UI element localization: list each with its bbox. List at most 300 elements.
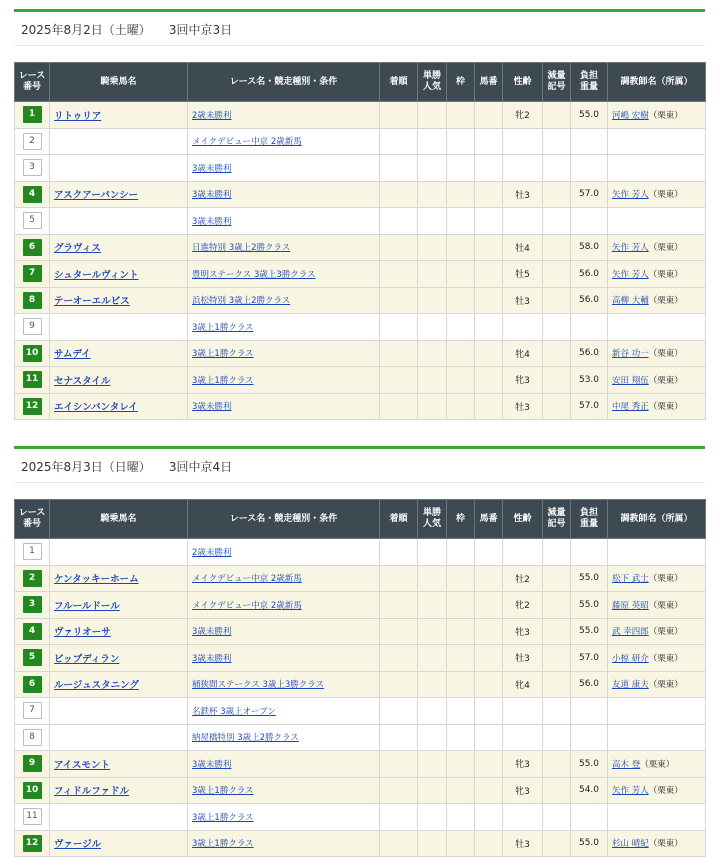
race-cell (188, 181, 380, 208)
race-cell (188, 830, 380, 857)
umaban-cell (475, 777, 503, 804)
trainer-link[interactable]: 友道 康夫 (612, 680, 649, 691)
weight-mark-cell (543, 777, 571, 804)
race-number-cell (15, 671, 50, 698)
table-row (15, 393, 706, 420)
popularity-cell (418, 645, 447, 672)
trainer-cell (608, 181, 706, 208)
popularity-cell (418, 592, 447, 619)
race-number-cell (15, 287, 50, 314)
waku-cell (447, 314, 475, 341)
race-number-badge: 2 (23, 133, 42, 150)
race-number-badge: 3 (23, 596, 42, 613)
trainer-affiliation: （栗東） (648, 269, 683, 280)
sexage-cell (503, 128, 543, 155)
trainer-header: 調教師名（所属） (608, 63, 706, 102)
race-cell (188, 367, 380, 394)
table-row (15, 367, 706, 394)
load-cell: 55.0 (571, 592, 608, 619)
race-link[interactable]: 納屋橋特別 3歳上2勝クラス (192, 733, 299, 744)
trainer-affiliation: （栗東） (648, 349, 683, 360)
horse-cell (50, 671, 188, 698)
horse-cell (50, 393, 188, 420)
horse-cell (50, 367, 188, 394)
race-link[interactable]: 3歳未勝利 (192, 627, 232, 638)
trainer-affiliation: （栗東） (648, 600, 683, 611)
race-number-cell (15, 724, 50, 751)
load-cell (571, 314, 608, 341)
finish-cell (380, 261, 418, 288)
trainer-link[interactable]: 矢作 芳人 (612, 190, 649, 201)
finish-cell (380, 539, 418, 566)
race-number-badge: 10 (23, 345, 42, 362)
table-row (15, 340, 706, 367)
race-number-cell (15, 751, 50, 778)
race-link[interactable]: メイクデビュー中京 2歳新馬 (192, 137, 302, 148)
finish-cell (380, 181, 418, 208)
horse-link[interactable]: ケンタッキーホーム (54, 574, 139, 586)
horse-link[interactable]: フィドルファドル (54, 786, 130, 798)
race-number-badge: 3 (23, 159, 42, 176)
race-number-cell (15, 777, 50, 804)
weight-mark-cell (543, 804, 571, 831)
trainer-link[interactable]: 矢作 芳人 (612, 786, 649, 797)
finish-cell (380, 671, 418, 698)
trainer-link[interactable]: 矢作 芳人 (612, 243, 649, 254)
waku-cell (447, 830, 475, 857)
umaban-cell (475, 155, 503, 182)
waku-cell (447, 367, 475, 394)
trainer-link[interactable]: 高木 登 (612, 759, 641, 770)
race-cell (188, 208, 380, 235)
sexage-cell: 牡3 (503, 645, 543, 672)
trainer-cell (608, 102, 706, 129)
race-number-cell (15, 181, 50, 208)
horse-cell (50, 830, 188, 857)
finish-cell (380, 698, 418, 725)
table-row (15, 181, 706, 208)
trainer-cell (608, 234, 706, 261)
finish-cell (380, 128, 418, 155)
finish-cell (380, 565, 418, 592)
trainer-cell (608, 565, 706, 592)
popularity-cell (418, 539, 447, 566)
load-cell: 57.0 (571, 181, 608, 208)
race-link[interactable]: 日進特別 3歳上2勝クラス (192, 243, 291, 254)
race-number-badge: 1 (23, 106, 42, 123)
umaban-cell (475, 314, 503, 341)
trainer-link[interactable]: 武 幸四郎 (612, 627, 649, 638)
waku-cell (447, 181, 475, 208)
weight-mark-cell (543, 671, 571, 698)
trainer-link[interactable]: 杉山 晴紀 (612, 839, 649, 850)
horse-cell (50, 128, 188, 155)
popularity-cell (418, 367, 447, 394)
sexage-cell: 牡3 (503, 287, 543, 314)
popularity-cell (418, 751, 447, 778)
race-link[interactable]: 3歳上1勝クラス (192, 786, 254, 797)
trainer-cell (608, 592, 706, 619)
load-cell: 57.0 (571, 645, 608, 672)
race-number-badge: 9 (23, 755, 42, 772)
trainer-affiliation: （栗東） (648, 402, 683, 413)
load-cell (571, 155, 608, 182)
race-link[interactable]: 3歳上1勝クラス (192, 375, 254, 386)
race-cell (188, 128, 380, 155)
race-link[interactable]: 3歳上1勝クラス (192, 839, 254, 850)
waku-cell (447, 565, 475, 592)
race-number-cell (15, 830, 50, 857)
umaban-cell (475, 645, 503, 672)
sexage-cell (503, 724, 543, 751)
finish-cell (380, 592, 418, 619)
trainer-link[interactable]: 河嶋 宏樹 (612, 110, 649, 121)
race-link[interactable]: 3歳未勝利 (192, 653, 232, 664)
horse-link[interactable]: サムデイ (54, 349, 91, 361)
race-link[interactable]: 3歳未勝利 (192, 190, 232, 201)
sexage-cell (503, 155, 543, 182)
load-cell: 55.0 (571, 751, 608, 778)
race-cell (188, 287, 380, 314)
race-number-badge: 12 (23, 398, 42, 415)
race-link[interactable]: メイクデビュー中京 2歳新馬 (192, 574, 302, 585)
trainer-cell (608, 751, 706, 778)
table-row (15, 155, 706, 182)
race-number-cell (15, 698, 50, 725)
umaban-cell (475, 830, 503, 857)
trainer-affiliation: （栗東） (648, 574, 683, 585)
race-number-badge: 1 (23, 543, 42, 560)
table-row (15, 565, 706, 592)
load-cell: 53.0 (571, 367, 608, 394)
waku-cell (447, 804, 475, 831)
race-number-badge: 4 (23, 186, 42, 203)
table-row (15, 261, 706, 288)
finish-cell (380, 287, 418, 314)
race-link[interactable]: 3歳未勝利 (192, 402, 232, 413)
weight-mark-header: 減量 記号 (543, 63, 571, 102)
weight-mark-cell (543, 751, 571, 778)
trainer-link[interactable]: 高柳 大輔 (612, 296, 649, 307)
horse-link[interactable]: ヴァージル (54, 839, 101, 851)
horse-link[interactable]: アスクアーバンシー (54, 190, 139, 202)
race-link[interactable]: 名鉄杯 3歳上オープン (192, 706, 276, 717)
waku-cell (447, 618, 475, 645)
waku-cell (447, 751, 475, 778)
horse-link[interactable]: エイシンバンタレイ (54, 402, 138, 414)
weight-mark-cell (543, 287, 571, 314)
trainer-cell (608, 128, 706, 155)
load-cell (571, 804, 608, 831)
trainer-link[interactable]: 中尾 秀正 (612, 402, 649, 413)
trainer-link[interactable]: 矢作 芳人 (612, 269, 649, 280)
trainer-cell (608, 539, 706, 566)
race-number-cell (15, 367, 50, 394)
popularity-cell (418, 234, 447, 261)
race-cell (188, 698, 380, 725)
sexage-cell: 牝4 (503, 671, 543, 698)
popularity-cell (418, 102, 447, 129)
finish-cell (380, 645, 418, 672)
waku-cell (447, 340, 475, 367)
trainer-affiliation: （栗東） (648, 653, 683, 664)
load-cell (571, 539, 608, 566)
weight-mark-cell (543, 698, 571, 725)
horse-cell (50, 777, 188, 804)
race-cell (188, 804, 380, 831)
race-link[interactable]: 豊明ステークス 3歳上3勝クラス (192, 269, 316, 280)
horse-cell (50, 592, 188, 619)
load-cell (571, 724, 608, 751)
day-section-2 (14, 446, 705, 857)
umaban-cell (475, 340, 503, 367)
race-number-badge: 10 (23, 782, 42, 799)
race-cell (188, 314, 380, 341)
horse-link[interactable]: シュタールヴィント (54, 269, 139, 281)
race-cell (188, 155, 380, 182)
finish-cell (380, 102, 418, 129)
race-cell (188, 261, 380, 288)
race-link[interactable]: 3歳上1勝クラス (192, 349, 254, 360)
load-cell: 56.0 (571, 671, 608, 698)
horse-link[interactable]: アイスモント (54, 759, 111, 771)
race-link[interactable]: 3歳未勝利 (192, 759, 232, 770)
waku-cell (447, 698, 475, 725)
popularity-cell (418, 724, 447, 751)
race-link[interactable]: メイクデビュー中京 2歳新馬 (192, 600, 302, 611)
load-header: 負担 重量 (571, 63, 608, 102)
ride-table (14, 62, 706, 420)
popularity-cell (418, 208, 447, 235)
umaban-cell (475, 804, 503, 831)
trainer-cell (608, 698, 706, 725)
load-cell (571, 128, 608, 155)
race-number-badge: 11 (23, 808, 42, 825)
trainer-header: 調教師名（所属） (608, 500, 706, 539)
trainer-affiliation: （栗東） (648, 786, 683, 797)
popularity-cell (418, 128, 447, 155)
umaban-cell (475, 367, 503, 394)
race-number-badge: 7 (23, 265, 42, 282)
trainer-affiliation: （栗東） (648, 296, 683, 307)
weight-mark-cell (543, 592, 571, 619)
horse-cell (50, 618, 188, 645)
day-date: 2025年8月3日（日曜） (21, 460, 151, 474)
sexage-cell: 牡5 (503, 261, 543, 288)
race-cell (188, 539, 380, 566)
day-meeting: 3回中京3日 (168, 23, 233, 37)
table-header-row (15, 500, 706, 539)
race-number-cell (15, 155, 50, 182)
umaban-cell (475, 751, 503, 778)
waku-cell (447, 671, 475, 698)
race-number-cell (15, 102, 50, 129)
race-number-cell (15, 539, 50, 566)
popularity-cell (418, 804, 447, 831)
trainer-cell (608, 261, 706, 288)
weight-mark-cell (543, 618, 571, 645)
trainer-cell (608, 287, 706, 314)
umaban-cell (475, 234, 503, 261)
finish-header: 着順 (380, 63, 418, 102)
popularity-cell (418, 287, 447, 314)
trainer-cell (608, 724, 706, 751)
sexage-cell: 牡3 (503, 830, 543, 857)
race-cell (188, 565, 380, 592)
race-number-cell (15, 592, 50, 619)
race-link[interactable]: 3歳上1勝クラス (192, 812, 254, 823)
finish-cell (380, 777, 418, 804)
sexage-cell: 牝2 (503, 102, 543, 129)
waku-cell (447, 208, 475, 235)
race-number-badge: 4 (23, 623, 42, 640)
race-link[interactable]: 桶狭間ステークス 3歳上3勝クラス (192, 680, 325, 691)
horse-cell (50, 698, 188, 725)
trainer-cell (608, 393, 706, 420)
finish-cell (380, 830, 418, 857)
sexage-cell: 牝3 (503, 777, 543, 804)
race-link[interactable]: 3歳上1勝クラス (192, 322, 254, 333)
horse-cell (50, 539, 188, 566)
horse-link[interactable]: セナスタイル (54, 375, 111, 387)
horse-cell (50, 287, 188, 314)
race-header: レース名・競走種別・条件 (188, 63, 380, 102)
trainer-affiliation: （栗東） (648, 110, 683, 121)
table-row (15, 751, 706, 778)
day-meeting: 3回中京4日 (168, 460, 233, 474)
race-link[interactable]: 2歳未勝利 (192, 110, 232, 121)
waku-header: 枠 (447, 63, 475, 102)
popularity-cell (418, 671, 447, 698)
race-number-badge: 9 (23, 318, 42, 335)
table-row (15, 208, 706, 235)
trainer-affiliation: （栗東） (648, 680, 683, 691)
race-number-cell (15, 208, 50, 235)
trainer-cell (608, 314, 706, 341)
day-date: 2025年8月2日（土曜） (21, 23, 151, 37)
finish-cell (380, 804, 418, 831)
race-number-cell (15, 565, 50, 592)
trainer-cell (608, 671, 706, 698)
horse-header: 騎乗馬名 (50, 500, 188, 539)
horse-link[interactable]: ビップディラン (54, 653, 120, 665)
waku-cell (447, 724, 475, 751)
load-cell (571, 208, 608, 235)
race-number-cell (15, 804, 50, 831)
horse-link[interactable]: フルールドール (54, 600, 120, 612)
race-number-badge: 8 (23, 729, 42, 746)
trainer-cell (608, 830, 706, 857)
race-link[interactable]: 3歳未勝利 (192, 216, 232, 227)
trainer-link[interactable]: 藤原 英昭 (612, 600, 649, 611)
popularity-cell (418, 565, 447, 592)
popularity-cell (418, 340, 447, 367)
race-link[interactable]: 浜松特別 3歳上2勝クラス (192, 296, 291, 307)
finish-cell (380, 234, 418, 261)
umaban-cell (475, 261, 503, 288)
weight-mark-cell (543, 830, 571, 857)
umaban-cell (475, 592, 503, 619)
table-row (15, 539, 706, 566)
trainer-link[interactable]: 新谷 功一 (612, 349, 649, 360)
sexage-cell: 牡3 (503, 181, 543, 208)
trainer-affiliation: （栗東） (648, 839, 683, 850)
sexage-cell: 牝3 (503, 751, 543, 778)
table-header-row (15, 63, 706, 102)
umaban-cell (475, 698, 503, 725)
horse-cell (50, 208, 188, 235)
weight-mark-cell (543, 234, 571, 261)
sexage-cell: 牝3 (503, 618, 543, 645)
finish-cell (380, 314, 418, 341)
race-number-cell (15, 618, 50, 645)
trainer-link[interactable]: 松下 武士 (612, 574, 649, 585)
horse-link[interactable]: テーオーエルビス (54, 296, 130, 308)
waku-cell (447, 287, 475, 314)
umaban-header: 馬番 (475, 63, 503, 102)
trainer-link[interactable]: 小椋 研介 (612, 653, 649, 664)
weight-mark-cell (543, 181, 571, 208)
sexage-header: 性齢 (503, 500, 543, 539)
race-cell (188, 102, 380, 129)
day-section-1 (14, 9, 705, 420)
race-link[interactable]: 2歳未勝利 (192, 547, 232, 558)
load-cell (571, 698, 608, 725)
finish-cell (380, 208, 418, 235)
sexage-cell: 牝3 (503, 367, 543, 394)
horse-cell (50, 645, 188, 672)
horse-link[interactable]: ヴァリオーサ (54, 627, 111, 639)
trainer-affiliation: （栗東） (648, 243, 683, 254)
race-number-badge: 5 (23, 212, 42, 229)
weight-mark-cell (543, 314, 571, 341)
umaban-cell (475, 393, 503, 420)
waku-cell (447, 393, 475, 420)
horse-cell (50, 724, 188, 751)
load-cell: 55.0 (571, 830, 608, 857)
umaban-cell (475, 128, 503, 155)
trainer-link[interactable]: 安田 翔伍 (612, 375, 649, 386)
race-link[interactable]: 3歳未勝利 (192, 163, 232, 174)
trainer-cell (608, 340, 706, 367)
horse-cell (50, 751, 188, 778)
sexage-cell (503, 698, 543, 725)
race-number-cell (15, 234, 50, 261)
trainer-cell (608, 645, 706, 672)
finish-cell (380, 155, 418, 182)
race-number-cell (15, 645, 50, 672)
horse-cell (50, 261, 188, 288)
race-number-cell (15, 393, 50, 420)
sexage-cell: 牡4 (503, 234, 543, 261)
race-cell (188, 618, 380, 645)
sexage-cell: 牡3 (503, 393, 543, 420)
race-cell (188, 393, 380, 420)
horse-link[interactable]: リトゥリア (54, 110, 102, 122)
horse-cell (50, 181, 188, 208)
weight-mark-cell (543, 340, 571, 367)
horse-link[interactable]: ルージュスタニング (54, 680, 139, 692)
weight-mark-cell (543, 102, 571, 129)
weight-mark-cell (543, 724, 571, 751)
horse-link[interactable]: グラヴィス (54, 243, 101, 255)
umaban-cell (475, 287, 503, 314)
waku-cell (447, 261, 475, 288)
horse-cell (50, 314, 188, 341)
waku-header: 枠 (447, 500, 475, 539)
table-row (15, 830, 706, 857)
race-number-badge: 7 (23, 702, 42, 719)
